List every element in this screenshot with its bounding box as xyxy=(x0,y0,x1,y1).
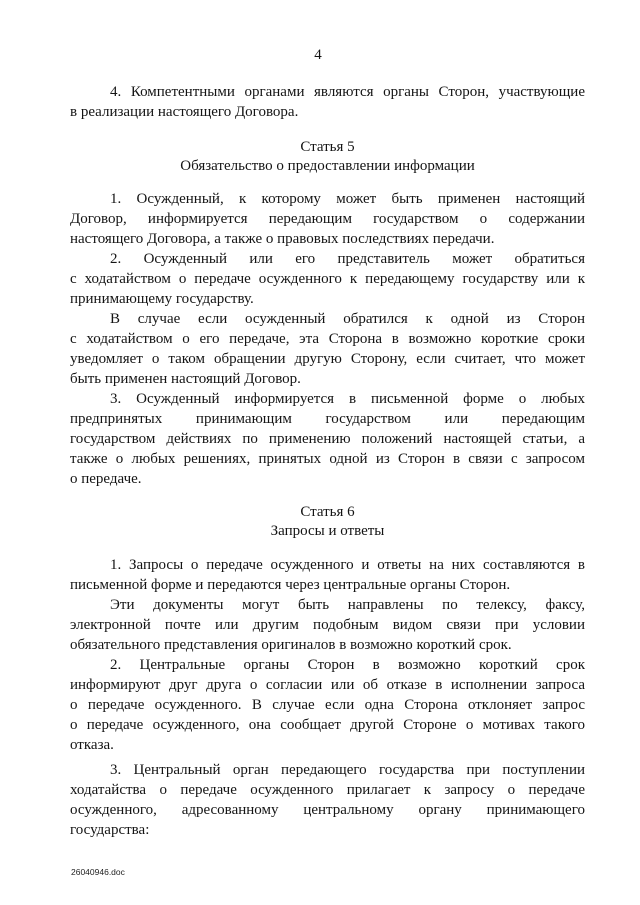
paragraph-line: отказа. xyxy=(70,737,114,753)
paragraph xyxy=(70,655,585,755)
paragraph xyxy=(70,249,585,309)
paragraph-line: предпринятых принимающим государством или передающим xyxy=(70,411,585,427)
paragraph-line: электронной почте или другим подобным видом связи при условии xyxy=(70,617,585,633)
paragraph-line: 2. Осужденный или его представитель может обратиться xyxy=(110,251,585,267)
paragraph-line: информируют друг друга о согласии или об отказе в исполнении запроса xyxy=(70,677,585,693)
paragraph-line: о передаче осужденного, она сообщает другой Стороне о мотивах такого xyxy=(70,717,585,733)
article-title: Запросы и ответы xyxy=(270,523,385,539)
paragraph-line: настоящего Договора, а также о правовых последствиях передачи. xyxy=(70,231,495,247)
paragraph-line: 1. Запросы о передаче осужденного и ответы на них составляются в xyxy=(110,557,585,573)
article-title: Обязательство о предоставлении информации xyxy=(180,158,475,174)
paragraph xyxy=(70,555,585,595)
paragraph-line: Эти документы могут быть направлены по телексу, факсу, xyxy=(110,597,585,613)
paragraph-line: письменной форме и передаются через центральные органы Сторон. xyxy=(70,577,511,593)
footer-filename: 26040946.doc xyxy=(71,867,125,877)
paragraph-line: осужденного, адресованному центральному органу принимающего xyxy=(70,802,585,818)
paragraph-line: Договор, информируется передающим государством о содержании xyxy=(70,211,585,227)
paragraph-line: обязательного представления оригиналов в возможно короткий срок. xyxy=(70,637,512,653)
paragraph-line: с ходатайством о его передаче, эта Сторона в возможно короткие сроки xyxy=(70,331,585,347)
paragraph-line: в реализации настоящего Договора. xyxy=(70,104,299,120)
paragraph-line: 3. Центральный орган передающего государства при поступлении xyxy=(110,762,585,778)
article-heading: Статья 5 xyxy=(300,139,355,155)
paragraph-line: о передаче осужденного. В случае если одна Сторона отклоняет запрос xyxy=(70,697,585,713)
paragraph-line: В случае если осужденный обратился к одной из Сторон xyxy=(110,311,585,327)
paragraph-line: также о любых решениях, принятых одной из Сторон в связи с запросом xyxy=(70,451,585,467)
article-6-header xyxy=(70,503,585,541)
paragraph-line: 3. Осужденный информируется в письменной форме о любых xyxy=(110,391,585,407)
paragraph-line: 2. Центральные органы Сторон в возможно короткий срок xyxy=(110,657,585,673)
article-heading: Статья 6 xyxy=(300,504,355,520)
carryover-paragraph xyxy=(70,82,585,122)
paragraph xyxy=(70,389,585,489)
page-number: 4 xyxy=(314,47,322,63)
paragraph xyxy=(70,760,585,840)
paragraph xyxy=(70,309,585,389)
paragraph-line: государством действиях по применению положений настоящей статьи, а xyxy=(70,431,585,447)
paragraph-line: уведомляет о таком обращении другую Сторону, если считает, что может xyxy=(70,351,585,367)
paragraph-line: с ходатайством о передаче осужденного к передающему государству или к xyxy=(70,271,585,287)
paragraph-line: быть применен настоящий Договор. xyxy=(70,371,301,387)
article-6-body xyxy=(70,555,585,755)
paragraph-line: ходатайства о передаче осужденного прилагает к запросу о передаче xyxy=(70,782,585,798)
paragraph xyxy=(70,189,585,249)
paragraph xyxy=(70,595,585,655)
paragraph-line: о передаче. xyxy=(70,471,142,487)
article-5-header xyxy=(70,138,585,176)
paragraph-line: 4. Компетентными органами являются органы Сторон, участвующие xyxy=(110,84,585,100)
article-5-body xyxy=(70,189,585,489)
paragraph-line: 1. Осужденный, к которому может быть применен настоящий xyxy=(110,191,585,207)
paragraph-line: принимающему государству. xyxy=(70,291,254,307)
article-6-body-continued xyxy=(70,760,585,840)
paragraph-line: государства: xyxy=(70,822,150,838)
